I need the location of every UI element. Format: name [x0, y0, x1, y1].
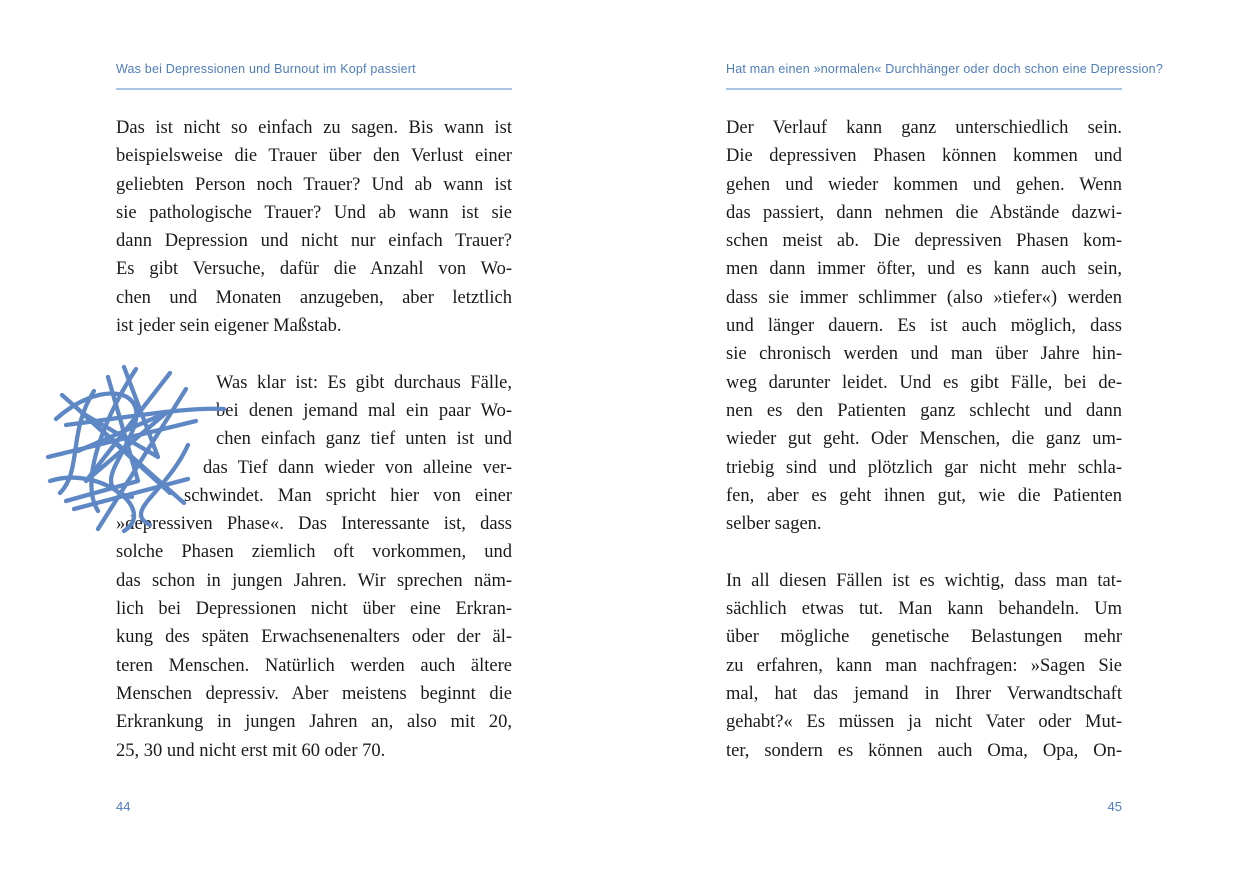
text-line: Erkrankung in jungen Jahren an, also mit 20,	[116, 712, 512, 733]
header-rule-left	[116, 88, 512, 90]
text-line: über mögliche genetische Belastungen mehr	[726, 627, 1122, 648]
page-number-right: 45	[1107, 799, 1122, 814]
text-line: wieder gut geht. Oder Menschen, die ganz um-	[726, 429, 1122, 450]
text-line: schen meist ab. Die depressiven Phasen kom-	[726, 231, 1122, 252]
text-line: fen, aber es geht ihnen gut, wie die Patienten	[726, 485, 1122, 506]
text-line: sie pathologische Trauer? Und ab wann ist sie	[116, 202, 512, 223]
text-line: geliebten Person noch Trauer? Und ab wann ist	[116, 174, 512, 195]
text-line: lich bei Depressionen nicht über eine Erkran-	[116, 599, 512, 620]
text-line: men dann immer öfter, und es kann auch sein,	[726, 259, 1122, 280]
text-line: nen es den Patienten ganz schlecht und dann	[726, 400, 1122, 421]
text-line: Die depressiven Phasen können kommen und	[726, 146, 1122, 167]
text-line: beispielsweise die Trauer über den Verlust einer	[116, 146, 512, 167]
body-text-right	[726, 114, 1122, 793]
text-line: chen einfach ganz tief unten ist und	[216, 429, 512, 450]
text-line: Was klar ist: Es gibt durchaus Fälle,	[216, 372, 512, 393]
header-rule-right	[726, 88, 1122, 90]
text-line: und länger dauern. Es ist auch möglich, dass	[726, 316, 1122, 337]
paragraph	[116, 114, 512, 340]
text-line: das passiert, dann nehmen die Abstände dazwi-	[726, 202, 1122, 223]
text-line: das Tief dann wieder von alleine ver-	[203, 457, 512, 478]
text-line: mal, hat das jemand in Ihrer Verwandtschaft	[726, 683, 1122, 704]
text-line: selber sagen.	[726, 514, 822, 535]
text-line: bei denen jemand mal ein paar Wo-	[216, 400, 512, 421]
text-line: Der Verlauf kann ganz unterschiedlich sein.	[726, 118, 1122, 138]
text-line: sie chronisch werden und man über Jahre hin-	[726, 344, 1122, 365]
text-line: weg darunter leidet. Und es gibt Fälle, bei de-	[726, 372, 1122, 393]
text-line: gehabt?« Es müssen ja nicht Vater oder Mut-	[726, 712, 1122, 733]
text-line: 25, 30 und nicht erst mit 60 oder 70.	[116, 740, 386, 761]
text-line: dass sie immer schlimmer (also »tiefer«) werden	[726, 287, 1122, 308]
text-line: triebig sind und plötzlich gar nicht mehr schla-	[726, 457, 1122, 478]
text-line: zu erfahren, kann man nachfragen: »Sagen Sie	[726, 655, 1122, 676]
text-line: dann Depression und nicht nur einfach Trauer?	[116, 231, 512, 252]
text-line: gehen und wieder kommen und gehen. Wenn	[726, 174, 1122, 195]
text-line: sächlich etwas tut. Man kann behandeln. Um	[726, 599, 1122, 620]
text-line: chen und Monaten anzugeben, aber letztlich	[116, 287, 512, 308]
running-header-left: Was bei Depressionen und Burnout im Kopf passiert	[116, 62, 416, 76]
text-line: Menschen depressiv. Aber meistens beginnt die	[116, 683, 512, 704]
paragraph	[726, 114, 1122, 538]
text-line: ist jeder sein eigener Maßstab.	[116, 316, 342, 337]
scribble-illustration	[38, 361, 234, 539]
page-right	[726, 0, 1163, 886]
text-line: teren Menschen. Natürlich werden auch ältere	[116, 655, 512, 676]
text-line: das schon in jungen Jahren. Wir sprechen näm-	[116, 570, 512, 591]
text-line: ter, sondern es können auch Oma, Opa, On-	[726, 740, 1122, 761]
page-number-left: 44	[116, 799, 131, 814]
text-line: kung des späten Erwachsenenalters oder der äl-	[116, 627, 512, 648]
paragraph	[726, 567, 1122, 765]
text-line: In all diesen Fällen ist es wichtig, dass man tat-	[726, 570, 1122, 591]
text-line: Es gibt Versuche, dafür die Anzahl von Wo-	[116, 259, 512, 280]
running-header-right: Hat man einen »normalen« Durchhänger oder doch schon eine Depression?	[726, 62, 1163, 76]
text-line: schwindet. Man spricht hier von einer	[184, 485, 512, 506]
text-line: Das ist nicht so einfach zu sagen. Bis wann ist	[116, 118, 512, 138]
text-line: »depressiven Phase«. Das Interessante ist, dass	[116, 514, 512, 535]
text-line: solche Phasen ziemlich oft vorkommen, und	[116, 542, 512, 563]
